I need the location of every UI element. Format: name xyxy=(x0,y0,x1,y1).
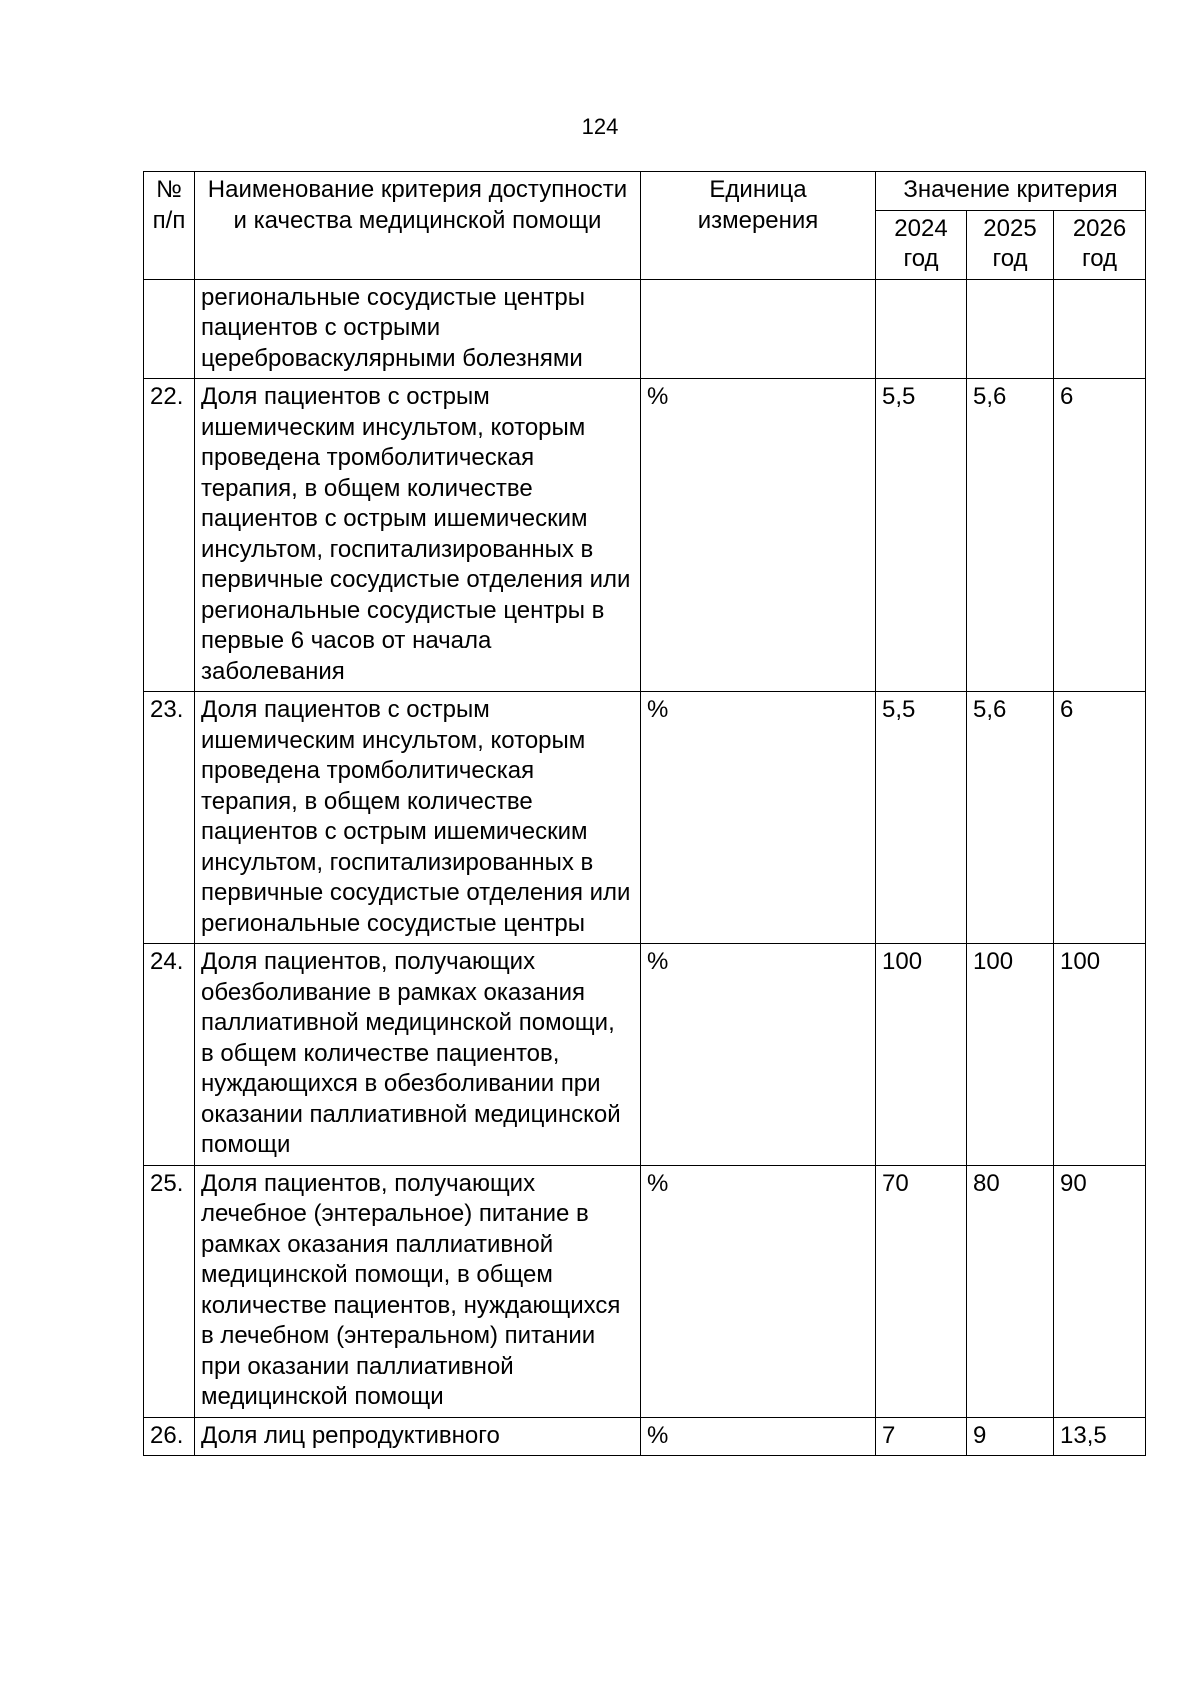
header-value-group: Значение критерия xyxy=(876,172,1146,211)
value-2025: 80 xyxy=(967,1165,1054,1417)
value-2024: 100 xyxy=(876,944,967,1166)
value-2025: 5,6 xyxy=(967,379,1054,692)
value-2024: 70 xyxy=(876,1165,967,1417)
header-year-2024: 2024 год xyxy=(876,210,967,279)
unit-cell xyxy=(641,279,876,379)
unit-cell: % xyxy=(641,1165,876,1417)
row-num xyxy=(144,279,195,379)
unit-cell: % xyxy=(641,1417,876,1456)
value-2025: 5,6 xyxy=(967,692,1054,944)
header-year-2025: 2025 год xyxy=(967,210,1054,279)
header-year-2026: 2026 год xyxy=(1054,210,1146,279)
value-2025: 9 xyxy=(967,1417,1054,1456)
criterion-name: Доля пациентов, получающих лечебное (энтеральное) питание в рамках оказания паллиативной медицинской помощи, в общем количестве пациентов, нуждающихся в лечебном (энтеральном) питании при оказании паллиативной медицинской помощи xyxy=(195,1165,641,1417)
value-2024: 5,5 xyxy=(876,379,967,692)
row-num: 22. xyxy=(144,379,195,692)
row-num: 25. xyxy=(144,1165,195,1417)
row-num: 23. xyxy=(144,692,195,944)
table-row xyxy=(144,279,1146,379)
table-row xyxy=(144,944,1146,1166)
value-2024: 7 xyxy=(876,1417,967,1456)
table-row xyxy=(144,379,1146,692)
criterion-name: Доля лиц репродуктивного xyxy=(195,1417,641,1456)
value-2026: 6 xyxy=(1054,692,1146,944)
row-num: 26. xyxy=(144,1417,195,1456)
criterion-name: Доля пациентов с острым ишемическим инсультом, которым проведена тромболитическая терапия, в общем количестве пациентов с острым ишемическим инсультом, госпитализированных в первичные сосудистые отделения или региональные сосудистые центры в первые 6 часов от начала заболевания xyxy=(195,379,641,692)
header-num: № п/п xyxy=(144,172,195,280)
value-2024: 5,5 xyxy=(876,692,967,944)
value-2024 xyxy=(876,279,967,379)
unit-cell: % xyxy=(641,944,876,1166)
table-row xyxy=(144,1165,1146,1417)
value-2026: 13,5 xyxy=(1054,1417,1146,1456)
value-2026: 6 xyxy=(1054,379,1146,692)
criterion-name: Доля пациентов с острым ишемическим инсультом, которым проведена тромболитическая терапия, в общем количестве пациентов с острым ишемическим инсультом, госпитализированных в первичные сосудистые отделения или региональные сосудистые центры xyxy=(195,692,641,944)
header-row-1 xyxy=(144,172,1146,211)
value-2025: 100 xyxy=(967,944,1054,1166)
row-num: 24. xyxy=(144,944,195,1166)
criteria-table xyxy=(143,171,1146,1456)
value-2026: 90 xyxy=(1054,1165,1146,1417)
criterion-name: Доля пациентов, получающих обезболивание в рамках оказания паллиативной медицинской помощи, в общем количестве пациентов, нуждающихся в обезболивании при оказании паллиативной медицинской помощи xyxy=(195,944,641,1166)
value-2025 xyxy=(967,279,1054,379)
header-criterion-name: Наименование критерия доступности и качества медицинской помощи xyxy=(195,172,641,280)
table-row xyxy=(144,1417,1146,1456)
criterion-name: региональные сосудистые центры пациентов с острыми цереброваскулярными болезнями xyxy=(195,279,641,379)
page-number: 124 xyxy=(581,114,619,139)
unit-cell: % xyxy=(641,379,876,692)
unit-cell: % xyxy=(641,692,876,944)
table-row xyxy=(144,692,1146,944)
value-2026: 100 xyxy=(1054,944,1146,1166)
value-2026 xyxy=(1054,279,1146,379)
header-unit: Единица измерения xyxy=(641,172,876,280)
